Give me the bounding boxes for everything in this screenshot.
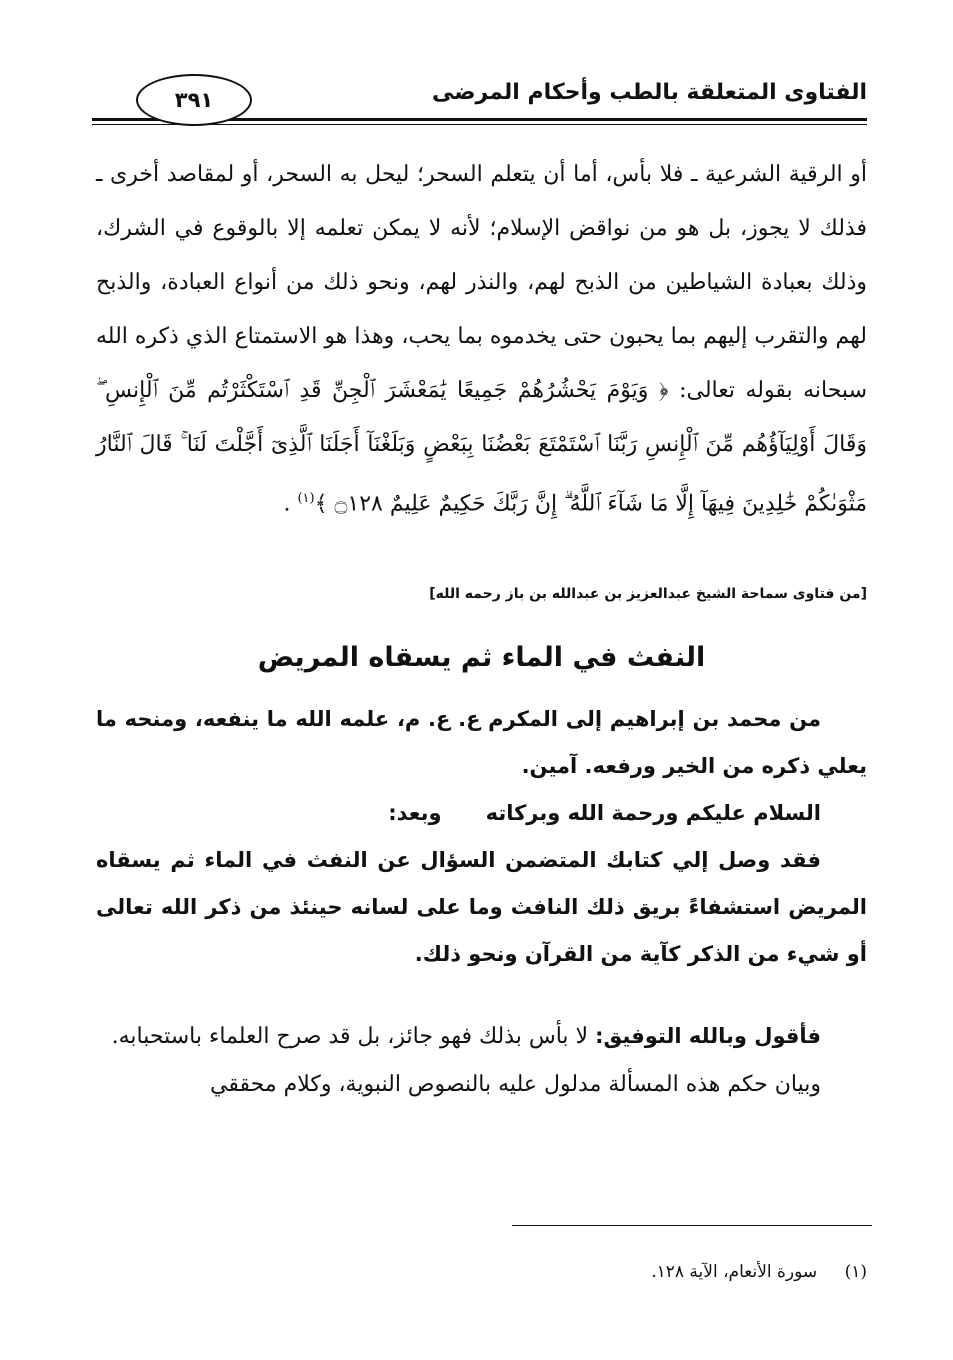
continuation-paragraph: وبيان حكم هذه المسألة مدلول عليه بالنصوص النبوية، وكلام محققي xyxy=(210,1072,821,1097)
footnote-separator xyxy=(512,1225,872,1226)
quran-verse: ﴿ وَيَوْمَ يَحْشُرُهُمْ جَمِيعًا يَٰمَعْشَرَ ٱلْجِنِّ قَدِ ٱسْتَكْثَرْتُم مِّنَ ٱلْإِنسِ ۖ وَقَالَ أَوْلِيَآؤُهُم مِّنَ ٱلْإِنسِ رَبَّنَا ٱسْتَمْتَعَ بَعْضُنَا بِبَعْضٍ وَبَلَغْنَآ أَجَلَنَا ٱلَّذِىٓ أَجَّلْتَ لَنَا ۚ قَالَ ٱلنَّارُ مَثْوَىٰكُمْ خَٰلِدِينَ فِيهَآ إِلَّا مَا شَآءَ ٱللَّهُ ۗ إِنَّ رَبَّكَ حَكِيمٌ عَلِيمٌ ۝١٢٨ ﴾ xyxy=(96,378,867,517)
footnote xyxy=(651,1262,867,1282)
verse-end-mark: . xyxy=(283,491,291,517)
answer-lead: فأقول وبالله التوفيق: xyxy=(595,1024,821,1048)
section-heading: النفث في الماء ثم يسقاه المريض xyxy=(257,642,706,673)
page-number-frame xyxy=(136,74,252,126)
letter-greeting xyxy=(96,790,867,837)
running-title: الفتاوى المتعلقة بالطب وأحكام المرضى xyxy=(432,80,867,105)
answer-paragraph xyxy=(96,1012,867,1061)
answer-text: لا بأس بذلك فهو جائز، بل قد صرح العلماء باستحبابه. xyxy=(111,1024,589,1049)
fatwa-continuation xyxy=(96,148,867,531)
footnote-text: سورة الأنعام، الآية ١٢٨. xyxy=(651,1262,818,1282)
fatwa-text: أو الرقية الشرعية ـ فلا بأس، أما أن يتعلم السحر؛ ليحل به السحر، أو لمقاصد أخرى ـ فذلك لا يجوز، بل هو من نواقض الإسلام؛ لأنه لا يمكن تعلمه إلا بالوقوع في الشرك، وذلك بعبادة الشياطين من الذبح لهم، والنذر لهم، ونحو ذلك من أنواع العبادة، والذبح لهم والتقرب إليهم بما يحبون حتى يخدموه بما يحب، وهذا هو الاستمتاع الذي ذكره الله سبحانه بقوله تعالى: xyxy=(96,162,868,403)
greeting-after: وبعد: xyxy=(388,801,442,825)
greeting-text: السلام عليكم ورحمة الله وبركاته xyxy=(485,801,821,825)
page-number: ٣٩١ xyxy=(174,88,214,112)
page-header xyxy=(92,66,867,126)
letter-body xyxy=(96,696,867,978)
letter-question: فقد وصل إلي كتابك المتضمن السؤال عن النفث في الماء ثم يسقاه المريض استشفاءً بريق ذلك النافث وما على لسانه حينئذ من ذكر الله تعالى أو شيء من الذكر كآية من القرآن ونحو ذلك. xyxy=(96,848,867,966)
answer-block xyxy=(96,1012,867,1109)
letter-opening: من محمد بن إبراهيم إلى المكرم ع. ع. م، علمه الله ما ينفعه، ومنحه ما يعلي ذكره من الخير ورفعه. آمين. xyxy=(96,707,867,778)
fatwa-source: [من فتاوى سماحة الشيخ عبدالعزيز بن عبدالله بن باز رحمه الله] xyxy=(429,586,867,602)
footnote-reference: (١) xyxy=(297,491,315,506)
footnote-number: (١) xyxy=(844,1262,867,1282)
